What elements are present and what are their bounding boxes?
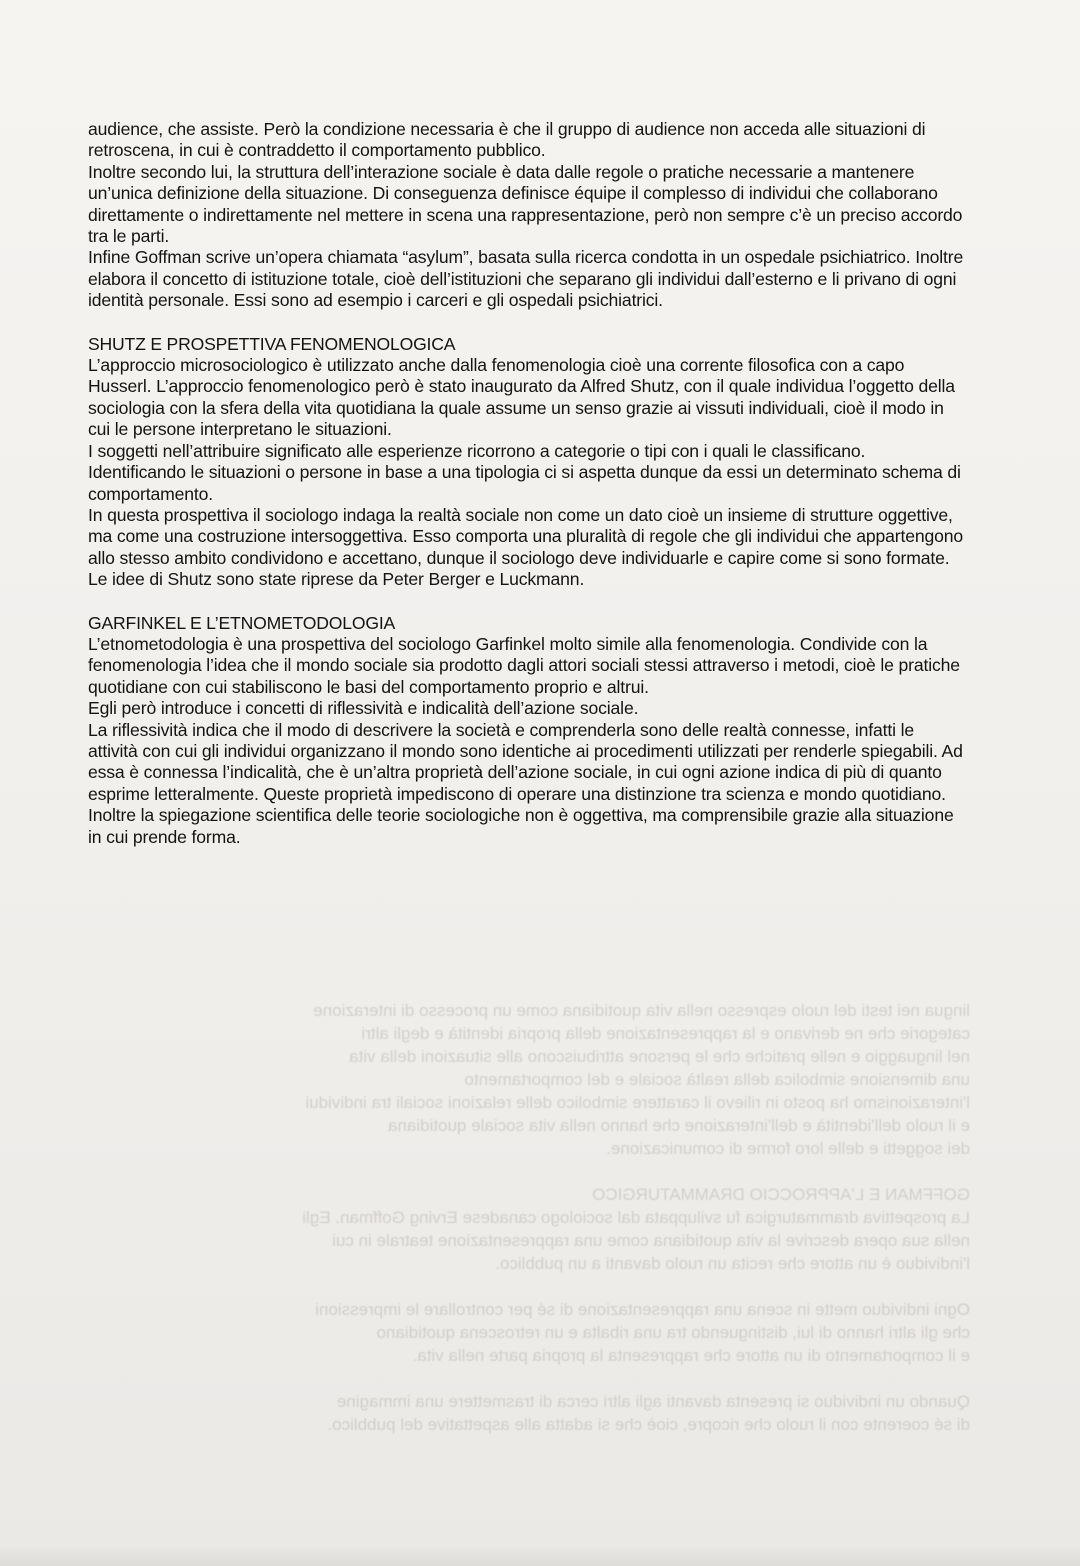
paragraph: audience, che assiste. Però la condizione necessaria è che il gruppo di audience non acceda alle situazioni di retroscena, in cui è contraddetto il comportamento pubblico.: [88, 119, 926, 161]
page-bottom-edge: [0, 1548, 1080, 1566]
section-heading-garfinkel: GARFINKEL E L’ETNOMETODOLOGIA: [88, 612, 396, 633]
paragraph: Inoltre secondo lui, la struttura dell’interazione sociale è data dalle regole o pratiche necessarie a mantenere un’unica definizione della situazione. Di conseguenza definisce équipe il complesso di individui che collaborano direttamente o indirettamente nel mettere in scena una rappresentazione, però non sempre c’è un preciso accordo tra le parti.: [88, 161, 963, 247]
paragraph: Infine Goffman scrive un’opera chiamata “asylum”, basata sulla ricerca condotta in un ospedale psichiatrico. Inoltre elabora il concetto di istituzione totale, cioè dell’istituzioni che separano gli individui dall’esterno e li privano di ogni identità personale. Essi sono ad esempio i carceri e gli ospedali psichiatrici.: [88, 247, 964, 311]
reverse-side-bleed-through: lingua nei testi del ruolo espresso nella vita quotidiana come un processo di interazione categorie che ne derivano e la rappresentazione della propria identità e degli altri nel linguaggio e nelle pratiche che le persone attribuiscono alle situazioni della vita una dimensione simbolica della realtà sociale e del comportamento l'interazionismo ha posto in rilievo il carattere simbolico delle relazioni sociali tra individui e il ruolo dell'identità e dell'interazione che hanno nella vita sociale quotidiana dei soggetti e delle loro forme di comunicazione. GOFFMAN E L'APPROCCIO DRAMMATURGICO La prospettiva drammaturgica fu sviluppata dal sociologo canadese Erving Goffman. Egli nella sua opera descrive la vita quotidiana come una rappresentazione teatrale in cui l'individuo è un attore che recita un ruolo davanti a un pubblico. Ogni individuo mette in scena una rappresentazione di sé per controllare le impressioni che gli altri hanno di lui, distinguendo tra una ribalta e un retroscena quotidiano e il comportamento di un attore che rappresenta la propria parte nella vita. Quando un individuo si presenta davanti agli altri cerca di trasmettere una immagine di sé coerente con il ruolo che ricopre, cioè che si adatta alle aspettative del pubblico.: [302, 1001, 970, 1434]
section-gap: [88, 591, 968, 613]
section-heading-shutz: SHUTZ E PROSPETTIVA FENOMENOLOGICA: [88, 333, 456, 354]
paragraph: L’approccio microsociologico è utilizzato anche dalla fenomenologia cioè una corrente filosofica con a capo Husserl. L’approccio fenomenologico però è stato inaugurato da Alfred Shutz, con il quale individua l’oggetto della sociologia con la sfera della vita quotidiana la quale assume un senso grazie ai vissuti individuali, cioè il modo in cui le persone interpretano le situazioni.: [88, 355, 955, 440]
paragraph: Egli però introduce i concetti di riflessività e indicalità dell’azione sociale.: [88, 698, 639, 719]
section-gap: [88, 312, 968, 334]
paragraph: I soggetti nell’attribuire significato alle esperienze ricorrono a categorie o tipi con i quali le classificano.: [88, 440, 866, 461]
paragraph: In questa prospettiva il sociologo indaga la realtà sociale non come un dato cioè un insieme di strutture oggettive, ma come una costruzione intersoggettiva. Esso comporta una pluralità di regole che gli individui che appartengono allo stesso ambito condividono e accettano, dunque il sociologo deve individuarle e capire come si sono formate. Le idee di Shutz sono state riprese da Peter Berger e Luckmann.: [88, 504, 963, 590]
paragraph: L’etnometodologia è una prospettiva del sociologo Garfinkel molto simile alla fenomenologia. Condivide con la fenomenologia l’idea che il mondo sociale sia prodotto dagli attori sociali stessi attraverso i metodi, cioè le pratiche quotidiane con cui stabiliscono le basi del comportamento proprio e altrui.: [88, 633, 960, 697]
document-body: [88, 119, 968, 848]
paragraph: La riflessività indica che il modo di descrivere la società e comprenderla sono delle realtà connesse, infatti le attività con cui gli individui organizzano il mondo sono identiche ai procedimenti utilizzati per renderle spiegabili. Ad essa è connessa l’indicalità, che è un’altra proprietà dell’azione sociale, in cui ogni azione indica di più di quanto esprime letteralmente. Queste proprietà impediscono di operare una distinzione tra scienza e mondo quotidiano. Inoltre la spiegazione scientifica delle teorie sociologiche non è oggettiva, ma comprensibile grazie alla situazione in cui prende forma.: [88, 719, 963, 847]
paragraph: Identificando le situazioni o persone in base a una tipologia ci si aspetta dunque da essi un determinato schema di comportamento.: [88, 462, 961, 504]
